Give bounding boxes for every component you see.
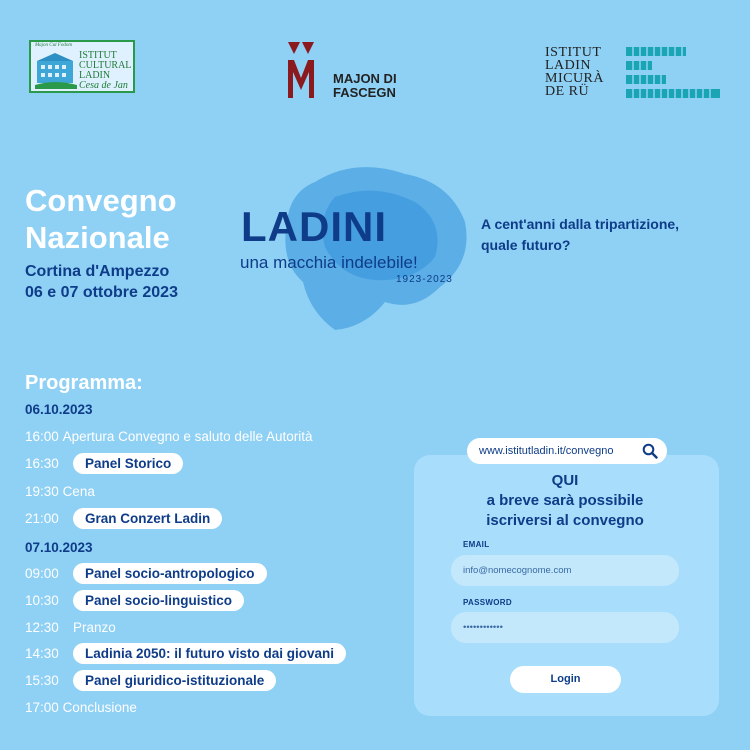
- program-item: [25, 590, 244, 611]
- title-line: Convegno: [25, 183, 177, 218]
- logo-line: MICURÀ: [545, 71, 605, 86]
- program-pill: Panel Storico: [73, 453, 183, 474]
- question-line: quale futuro?: [481, 237, 571, 253]
- program-item: [25, 508, 222, 529]
- program-label: Cena: [62, 484, 95, 499]
- program-pill: Panel giuridico-istituzionale: [73, 670, 276, 691]
- program-time: 10:30: [25, 593, 59, 608]
- program-time: 15:30: [25, 673, 59, 688]
- majon-di-fascegn-logo-icon: [288, 42, 314, 98]
- logo-line: DE RÜ: [545, 84, 590, 99]
- program-item: [25, 620, 116, 635]
- ladini-brand: LADINI: [241, 203, 387, 250]
- login-button[interactable]: Login: [510, 666, 621, 693]
- program-time: 09:00: [25, 566, 59, 581]
- logo-line: LADIN: [545, 58, 592, 73]
- program-time: 19:30: [25, 484, 59, 499]
- logo-line: ISTITUT: [545, 45, 602, 60]
- logo-small-text: Majon Cul Fodom: [35, 43, 72, 48]
- search-icon[interactable]: [642, 443, 658, 459]
- program-label: Conclusione: [62, 700, 137, 715]
- logo-line: Cesa de Jan: [79, 80, 128, 91]
- program-time: 16:30: [25, 456, 59, 471]
- program-item: [25, 643, 346, 664]
- program-item: [25, 700, 137, 715]
- program-label: Pranzo: [73, 620, 116, 635]
- email-field[interactable]: info@nomecognome.com: [451, 555, 679, 586]
- logo-line: CULTURAL: [79, 60, 132, 71]
- building-icon: [35, 51, 77, 89]
- logo-line: ISTITUT: [79, 50, 117, 61]
- url-search-bar[interactable]: [467, 438, 667, 464]
- istitut-cultural-ladin-logo: [29, 40, 135, 93]
- micura-de-ru-logo-icon: [626, 47, 720, 101]
- program-item: [25, 429, 312, 444]
- program-time: 17:00: [25, 700, 59, 715]
- program-item: [25, 453, 183, 474]
- event-dates: 06 e 07 ottobre 2023: [25, 284, 178, 301]
- program-pill: Gran Conzert Ladin: [73, 508, 222, 529]
- tagline: una macchia indelebile!: [240, 253, 418, 272]
- headline-line: iscriversi al convegno: [486, 512, 644, 529]
- url-text: www.istitutladin.it/convegno: [479, 445, 614, 457]
- program-time: 21:00: [25, 511, 59, 526]
- program-label: Apertura Convegno e saluto delle Autorità: [62, 429, 313, 444]
- event-location-dates: [25, 261, 178, 303]
- program-pill: Panel socio-antropologico: [73, 563, 267, 584]
- headline-line: QUI: [551, 472, 579, 489]
- program-item: [25, 484, 95, 499]
- headline-line: a breve sarà possibile: [486, 492, 644, 509]
- majon-di-fascegn-text: [333, 72, 397, 100]
- program-time: 16:00: [25, 429, 59, 444]
- question-line: A cent'anni dalla tripartizione,: [481, 216, 680, 232]
- event-question: [481, 214, 679, 256]
- title-line: Nazionale: [25, 220, 170, 255]
- program-day-1: 06.10.2023: [25, 402, 93, 417]
- program-pill: Panel socio-linguistico: [73, 590, 244, 611]
- program-time: 14:30: [25, 646, 59, 661]
- logo-line: LADIN: [79, 70, 111, 81]
- years: 1923-2023: [396, 274, 453, 285]
- istitut-ladin-micura-text: [545, 46, 604, 98]
- password-label: PASSWORD: [463, 598, 512, 607]
- event-title: [25, 182, 177, 256]
- program-item: [25, 670, 276, 691]
- logo-line: FASCEGN: [333, 85, 396, 100]
- program-time: 12:30: [25, 620, 59, 635]
- event-location: Cortina d'Ampezzo: [25, 263, 170, 280]
- logo-line: MAJON DI: [333, 71, 397, 86]
- program-day-2: 07.10.2023: [25, 540, 93, 555]
- signup-headline: [440, 471, 690, 531]
- program-item: [25, 563, 267, 584]
- password-field[interactable]: ••••••••••••: [451, 612, 679, 643]
- email-label: EMAIL: [463, 540, 490, 549]
- programma-title: Programma:: [25, 372, 143, 394]
- program-pill: Ladinia 2050: il futuro visto dai giovani: [73, 643, 346, 664]
